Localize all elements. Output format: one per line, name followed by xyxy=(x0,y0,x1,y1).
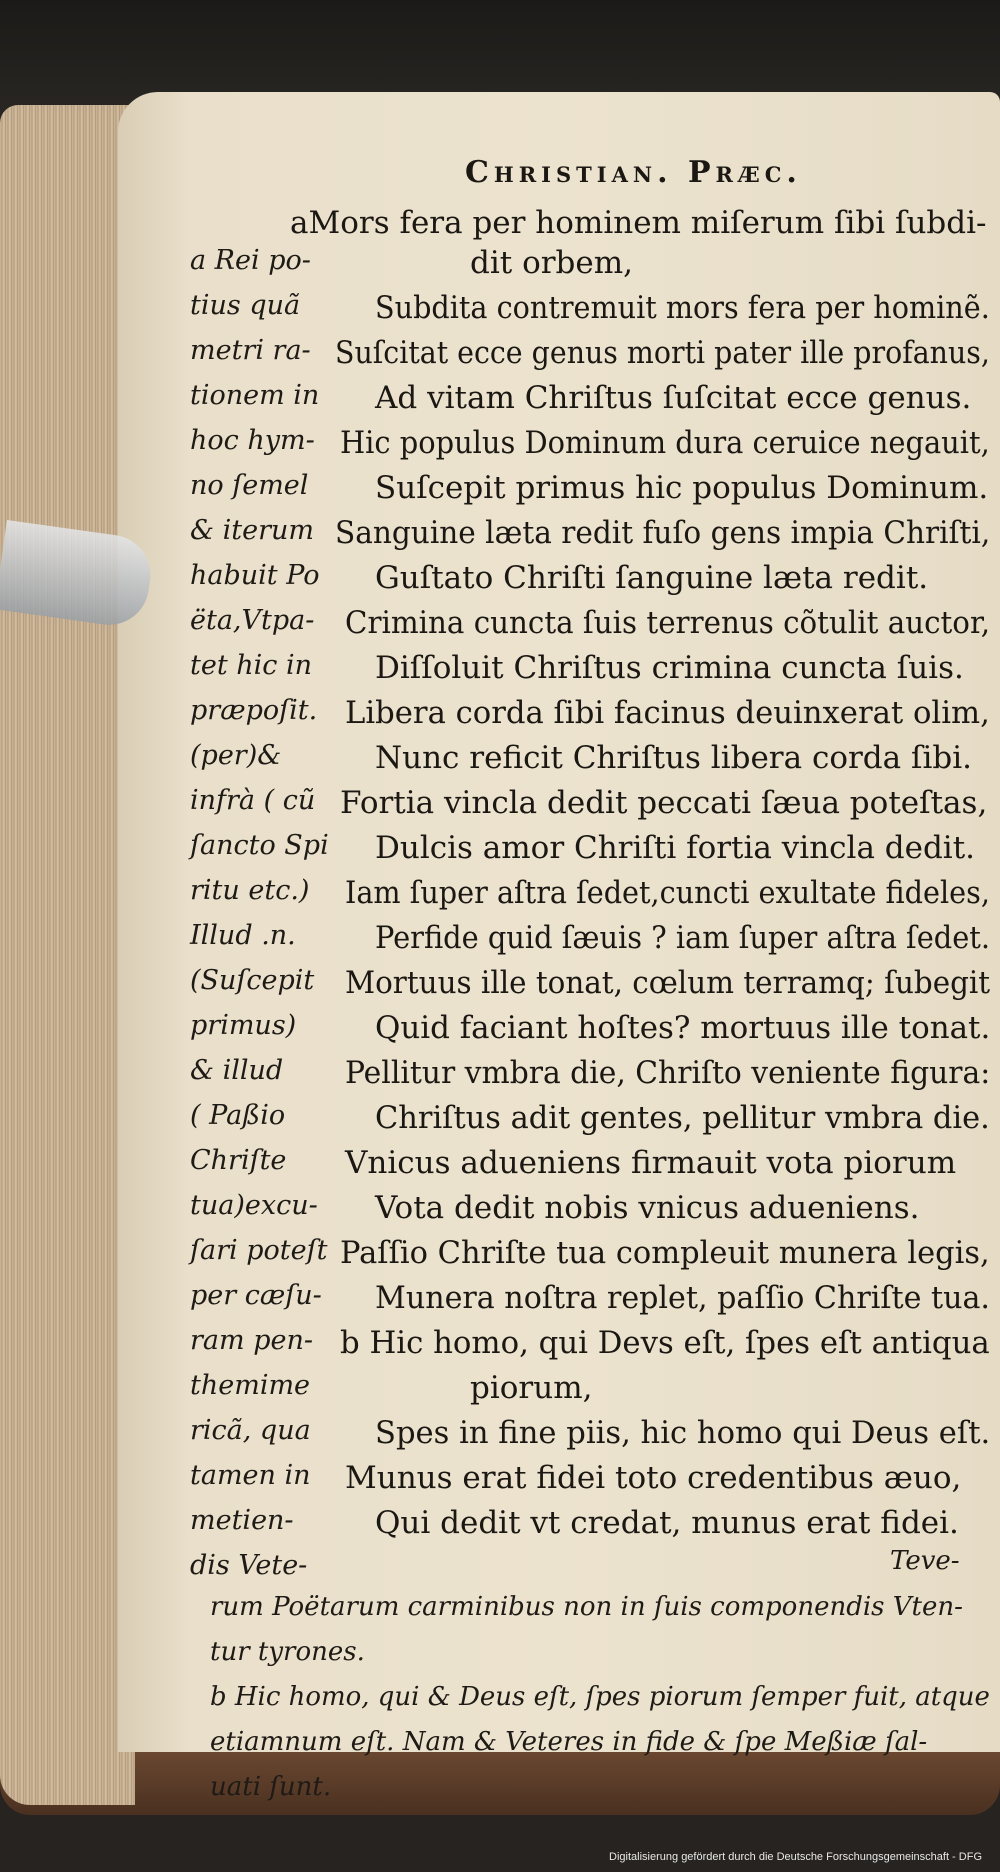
margin-note-line: Chriſte xyxy=(190,1145,287,1176)
margin-note-line: metri ra- xyxy=(190,335,311,366)
footnote-line: rum Poëtarum carminibus non in ſuis componendis Vten- xyxy=(210,1592,963,1622)
margin-note-line: Illud .n. xyxy=(190,920,296,951)
verse-line: Sanguine læta redit fuſo gens impia Chriſti, xyxy=(335,515,991,551)
running-header: Christian. Præc. xyxy=(465,155,802,190)
margin-note-line: habuit Po xyxy=(190,560,320,591)
verse-line: Quid faciant hoſtes? mortuus ille tonat. xyxy=(375,1010,991,1046)
footnote-line: etiamnum eſt. Nam & Veteres in fide & ſpe Meßiæ ſal- xyxy=(210,1727,928,1757)
margin-note-line: ritu etc.) xyxy=(190,875,310,906)
verse-line: Vnicus adueniens firmauit vota piorum xyxy=(345,1145,957,1181)
margin-note-line: ëta,Vtpa- xyxy=(190,605,315,636)
verse-line: dit orbem, xyxy=(470,245,633,281)
verse-line: Ad vitam Chriſtus ſuſcitat ecce genus. xyxy=(375,380,972,416)
margin-note-line: per cæſu- xyxy=(190,1280,322,1311)
verse-line: Mortuus ille tonat, cœlum terramq; ſubegit xyxy=(345,965,991,1001)
verse-line: Suſcitat ecce genus morti pater ille profanus, xyxy=(335,335,990,371)
verse-line: Munera noſtra replet, paſſio Chriſte tua. xyxy=(375,1280,990,1316)
margin-note-line: (Suſcepit xyxy=(190,965,315,996)
verse-line: Nunc reficit Chriſtus libera corda ſibi. xyxy=(375,740,972,776)
verse-line: b Hic homo, qui Devs eſt, ſpes eſt antiqua xyxy=(340,1325,990,1361)
footnote-line: Teve- xyxy=(890,1546,960,1576)
margin-note-line: præpoſit. xyxy=(190,695,318,726)
verse-line: Diſſoluit Chriſtus crimina cuncta ſuis. xyxy=(375,650,964,686)
verse-line: Chriſtus adit gentes, pellitur vmbra die. xyxy=(375,1100,990,1136)
margin-note-line: primus) xyxy=(190,1010,297,1041)
verse-line: Perfide quid ſæuis ? iam ſuper aſtra ſedet. xyxy=(375,920,991,956)
margin-note-line: & iterum xyxy=(190,515,314,546)
margin-note-line: ram pen- xyxy=(190,1325,313,1356)
verse-line: Qui dedit vt credat, munus erat fidei. xyxy=(375,1505,959,1541)
page-edges xyxy=(0,105,135,1805)
verse-line: Hic populus Dominum dura ceruice negauit, xyxy=(340,425,990,461)
verse-line: Munus erat fidei toto credentibus æuo, xyxy=(345,1460,962,1496)
verse-line: Pellitur vmbra die, Chriſto veniente figura: xyxy=(345,1055,991,1091)
verse-line: Dulcis amor Chriſti fortia vincla dedit. xyxy=(375,830,976,866)
verse-line: Iam ſuper aſtra ſedet,cuncti exultate fideles, xyxy=(345,875,990,911)
margin-note-line: tua)excu- xyxy=(190,1190,318,1221)
margin-note-line: tet hic in xyxy=(190,650,313,681)
margin-note-line: & illud xyxy=(190,1055,284,1086)
verse-line: Spes in fine piis, hic homo qui Deus eſt. xyxy=(375,1415,991,1451)
margin-note-line: dis Vete- xyxy=(190,1550,308,1581)
verse-line: piorum, xyxy=(470,1370,593,1406)
verse-line: Subdita contremuit mors fera per hominẽ. xyxy=(375,290,990,326)
verse-line: Vota dedit nobis vnicus adueniens. xyxy=(375,1190,920,1226)
margin-note-line: hoc hym- xyxy=(190,425,315,456)
verse-line: Guſtato Chriſti ſanguine læta redit. xyxy=(375,560,929,596)
footnote-line: uati ſunt. xyxy=(210,1772,332,1802)
margin-note-line: a Rei po- xyxy=(190,245,311,276)
footnote-line: tur tyrones. xyxy=(210,1637,365,1667)
verse-line: aMors fera per hominem miſerum ſibi ſubdi- xyxy=(290,205,987,241)
digitization-credit: Digitalisierung gefördert durch die Deutsche Forschungsgemeinschaft - DFG xyxy=(609,1851,982,1863)
margin-note-line: infrà ( cũ xyxy=(190,785,316,816)
margin-note-line: metien- xyxy=(190,1505,294,1536)
margin-note-line: no ſemel xyxy=(190,470,309,501)
margin-note-line: ſari poteſt xyxy=(190,1235,328,1266)
margin-note-line: ( Paßio xyxy=(190,1100,286,1131)
verse-line: Fortia vincla dedit peccati ſæua poteſtas, xyxy=(340,785,988,821)
verse-line: Libera corda ſibi facinus deuinxerat olim, xyxy=(345,695,990,731)
verse-line: Crimina cuncta ſuis terrenus cõtulit auctor, xyxy=(345,605,991,641)
verse-line: Suſcepit primus hic populus Dominum. xyxy=(375,470,989,506)
margin-note-line: ricã, qua xyxy=(190,1415,311,1446)
margin-note-line: ſancto Spi xyxy=(190,830,329,861)
margin-note-line: tionem in xyxy=(190,380,320,411)
footnote-line: b Hic homo, qui & Deus eſt, ſpes piorum ſemper fuit, atque xyxy=(210,1682,990,1712)
margin-note-line: tius quã xyxy=(190,290,301,321)
margin-note-line: tamen in xyxy=(190,1460,311,1491)
margin-note-line: themime xyxy=(190,1370,311,1401)
verse-line: Paſſio Chriſte tua compleuit munera legis, xyxy=(340,1235,990,1271)
margin-note-line: (per)& xyxy=(190,740,282,771)
